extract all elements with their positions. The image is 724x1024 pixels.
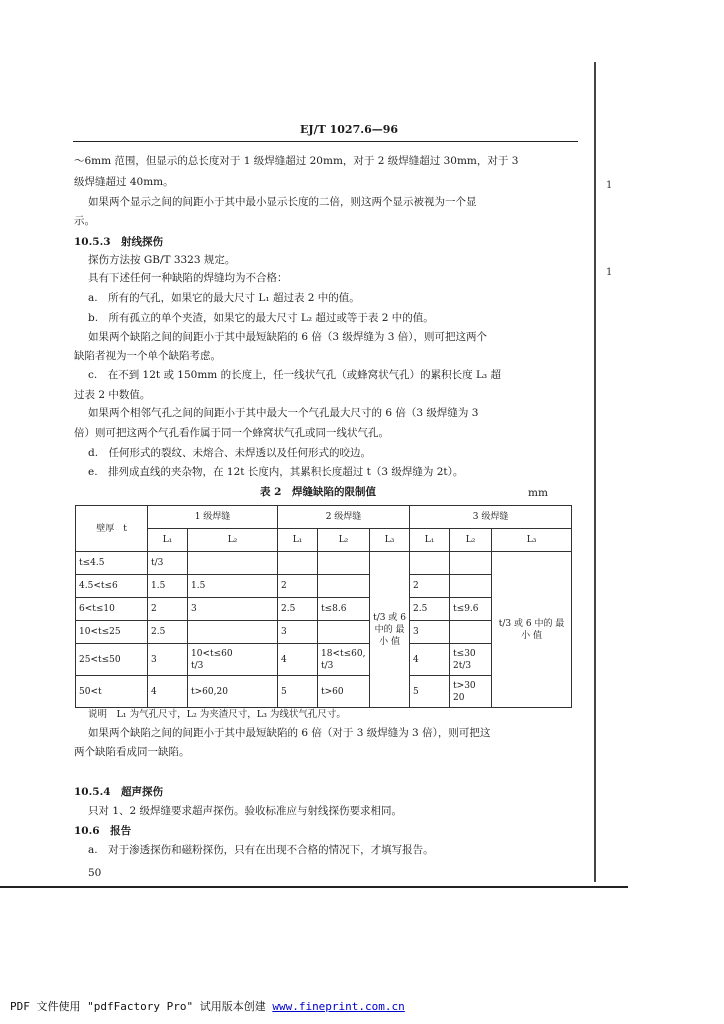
header-grade-1: 1 级焊缝 [148, 506, 278, 529]
cell: 2.5 [278, 598, 318, 621]
header-l1: L₁ [410, 529, 450, 552]
document-header-code: EJ/T 1027.6—96 [300, 123, 399, 136]
cell [450, 552, 492, 575]
cell-line: t/3 [191, 660, 204, 671]
margin-mark: 1 [606, 180, 613, 191]
cell: 5 [278, 676, 318, 708]
cell-thickness: 6<t≤10 [76, 598, 148, 621]
paragraph-line: 倍）则可把这两个气孔看作属于同一个蜂窝状气孔或同一线状气孔。 [74, 427, 389, 439]
page-number: 50 [88, 867, 102, 879]
cell [450, 621, 492, 644]
cell: t>60,20 [188, 676, 278, 708]
cell [318, 575, 370, 598]
cell [318, 644, 370, 676]
cell-line: t/3 [321, 660, 334, 671]
header-grade-2: 2 级焊缝 [278, 506, 410, 529]
cell-thickness: 25<t≤50 [76, 644, 148, 676]
cell [318, 552, 370, 575]
header-l1: L₁ [148, 529, 188, 552]
list-item-b: b. 所有孤立的单个夹渣，如果它的最大尺寸 L₂ 超过或等于表 2 中的值。 [88, 312, 434, 324]
table-title: 表 2 焊缝缺陷的限制值 [260, 486, 376, 498]
paragraph-line: 探伤方法按 GB/T 3323 规定。 [88, 254, 236, 266]
header-l1: L₁ [278, 529, 318, 552]
cell [188, 621, 278, 644]
paragraph-line: 如果两个缺陷之间的间距小于其中最短缺陷的 6 倍（对于 3 级焊缝为 3 倍），则可把这 [88, 727, 491, 739]
cell [450, 676, 492, 708]
cell: 3 [410, 621, 450, 644]
section-heading-10-5-4: 10.5.4 超声探伤 [74, 786, 164, 798]
cell: t≤8.6 [318, 598, 370, 621]
table-unit: mm [528, 487, 548, 499]
cell [450, 575, 492, 598]
list-item-d: d. 任何形式的裂纹、未熔合、未焊透以及任何形式的咬边。 [88, 447, 372, 459]
header-l3: L₃ [370, 529, 410, 552]
paragraph-line: 如果两个相邻气孔之间的间距小于其中最大一个气孔最大尺寸的 6 倍（3 级焊缝为 3 [88, 407, 479, 419]
cell-thickness: 4.5<t≤6 [76, 575, 148, 598]
cell: 5 [410, 676, 450, 708]
paragraph-line: 两个缺陷看成同一缺陷。 [74, 746, 190, 758]
paragraph-line: ～6mm 范围，但显示的总长度对于 1 级焊缝超过 20mm，对于 2 级焊缝超过 30mm，对于 3 [74, 155, 519, 167]
cell-line: t>30 [453, 680, 476, 691]
header-l2: L₂ [188, 529, 278, 552]
cell-thickness: 10<t≤25 [76, 621, 148, 644]
cell: t/3 [148, 552, 188, 575]
defect-limit-table [75, 505, 572, 708]
section-heading-10-5-3: 10.5.3 射线探伤 [74, 236, 164, 248]
cell-line: 18<t≤60, [321, 648, 366, 659]
cell: t≤9.6 [450, 598, 492, 621]
cell-line: 2t/3 [453, 660, 472, 671]
cell [450, 644, 492, 676]
cell: 2 [148, 598, 188, 621]
footer-link[interactable]: www.fineprint.com.cn [272, 1000, 405, 1013]
cell: 4 [148, 676, 188, 708]
cell: 3 [148, 644, 188, 676]
pdf-footer [10, 998, 405, 1014]
paragraph-line: 示。 [74, 215, 95, 227]
cell [188, 644, 278, 676]
header-rule [73, 141, 578, 142]
paragraph-line: 如果两个缺陷之间的间距小于其中最短缺陷的 6 倍（3 级焊缝为 3 倍），则可把这两个 [88, 331, 487, 343]
table-row [76, 552, 572, 575]
page-right-border [594, 62, 596, 882]
cell [278, 552, 318, 575]
list-item-a: a. 所有的气孔，如果它的最大尺寸 L₁ 超过表 2 中的值。 [88, 292, 360, 304]
cell-grade-3-l3: t/3 或 6 中的 最 小 值 [492, 552, 572, 708]
paragraph-line: 具有下述任何一种缺陷的焊缝均为不合格： [88, 272, 288, 284]
cell: 1.5 [188, 575, 278, 598]
paragraph-line: 过表 2 中数值。 [74, 389, 151, 401]
cell [188, 552, 278, 575]
cell [318, 621, 370, 644]
cell: 2.5 [410, 598, 450, 621]
list-item-e: e. 排列成直线的夹杂物，在 12t 长度内，其累积长度超过 t（3 级焊缝为 2t）。 [88, 466, 464, 478]
cell-line: 20 [453, 692, 465, 703]
table-subheader-row [76, 529, 572, 552]
header-l2: L₂ [318, 529, 370, 552]
cell: 4 [410, 644, 450, 676]
cell-line: 10<t≤60 [191, 648, 233, 659]
header-thickness: 壁厚 t [76, 506, 148, 552]
section-heading-10-6: 10.6 报告 [74, 825, 132, 837]
cell: 3 [278, 621, 318, 644]
margin-mark: 1 [606, 267, 613, 278]
table-note: 说明 L₁ 为气孔尺寸，L₂ 为夹渣尺寸，L₃ 为线状气孔尺寸。 [88, 709, 346, 720]
header-l3: L₃ [492, 529, 572, 552]
paragraph-line: 只对 1、2 级焊缝要求超声探伤。验收标准应与射线探伤要求相同。 [88, 805, 403, 817]
cell: 2.5 [148, 621, 188, 644]
paragraph-line: 如果两个显示之间的间距小于其中最小显示长度的二倍，则这两个显示被视为一个显 [88, 196, 477, 208]
header-grade-3: 3 级焊缝 [410, 506, 572, 529]
footer-text: PDF 文件使用 "pdfFactory Pro" 试用版本创建 [10, 1000, 273, 1013]
table-header-row [76, 506, 572, 529]
cell: 4 [278, 644, 318, 676]
cell [410, 552, 450, 575]
cell-line: t≤30 [453, 648, 476, 659]
cell-thickness: t≤4.5 [76, 552, 148, 575]
cell: 2 [410, 575, 450, 598]
cell: 1.5 [148, 575, 188, 598]
paragraph-line: 缺陷者视为一个单个缺陷考虑。 [74, 350, 221, 362]
list-item-c: c. 在不到 12t 或 150mm 的长度上，任一线状气孔（或蜂窝状气孔）的累积长度 L₃ 超 [88, 369, 501, 381]
cell-thickness: 50<t [76, 676, 148, 708]
cell-grade-2-l3: t/3 或 6 中的 最 小 值 [370, 552, 410, 708]
cell: 3 [188, 598, 278, 621]
list-item-a: a. 对于渗透探伤和磁粉探伤，只有在出现不合格的情况下，才填写报告。 [88, 844, 434, 856]
header-l2: L₂ [450, 529, 492, 552]
cell: 2 [278, 575, 318, 598]
paragraph-line: 级焊缝超过 40mm。 [74, 176, 174, 188]
cell: t>60 [318, 676, 370, 708]
page-bottom-rule [0, 886, 628, 888]
